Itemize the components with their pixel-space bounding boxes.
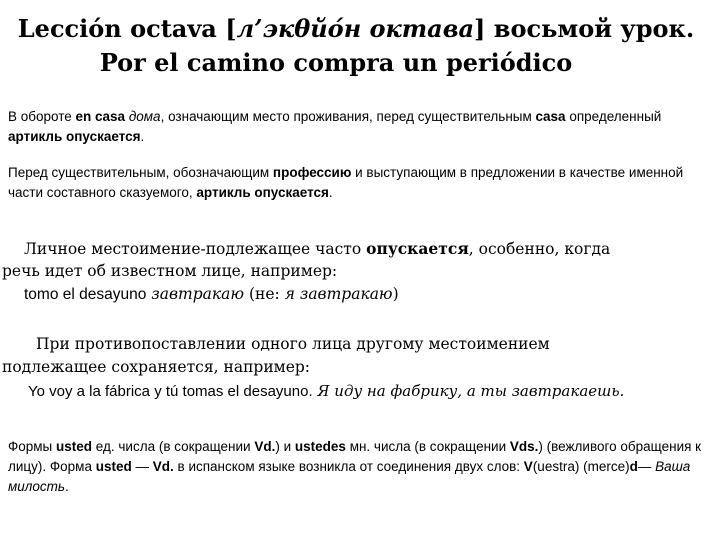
translation-doma: дома bbox=[128, 109, 161, 124]
abbr-vd: Vd. bbox=[254, 439, 276, 454]
term-ustedes: ustedes bbox=[294, 439, 346, 454]
translation-vasha-milost: Ваша милость bbox=[8, 459, 691, 494]
term-casa: casa bbox=[535, 109, 566, 124]
emphasis-omitted: опускается bbox=[366, 239, 469, 258]
example-spanish: tomo el desayuno bbox=[24, 286, 147, 303]
example-translation: Я иду на фабрику, а ты завтракаешь. bbox=[317, 382, 625, 400]
title-russian: восьмой урок. bbox=[493, 14, 695, 43]
paragraph-usted: Формы usted ед. числа (в сокращении Vd.) и ustedes мн. числа (в сокращении Vds.) (вежливого обращения к лицу). Форма usted — Vd. в испанском языке возникла от соединения двух слов: V(uestra) (merce)d— Ваша милость. bbox=[8, 439, 702, 494]
text-line: Личное местоимение-подлежащее часто опускается, особенно, когда bbox=[24, 239, 611, 258]
text-line: речь идет об известном лице, например: bbox=[2, 262, 338, 280]
example-spanish: Yo voy a la fábrica y tú tomas el desayuno. bbox=[28, 383, 313, 400]
example-translation: завтракаю bbox=[151, 285, 245, 303]
example-line: tomo el desayuno завтракаю (не: я завтракаю) bbox=[24, 285, 399, 303]
emphasis-profession: профессию bbox=[272, 165, 352, 180]
paragraph-profession: Перед существительным, обозначающим профессию и выступающим в предложении в качестве именной части составного сказуемого, артикль опускается. bbox=[8, 165, 684, 200]
example-wrong: я завтракаю bbox=[284, 285, 393, 303]
abbr-vd: Vd. bbox=[152, 459, 174, 474]
text-line: При противопоставлении одного лица другому местоимением bbox=[36, 335, 550, 353]
term-en-casa: en casa bbox=[75, 109, 126, 124]
title-transcription: л’экθйо́н октава bbox=[236, 14, 475, 43]
letter-v: V bbox=[523, 459, 533, 474]
emphasis-article-omitted: артикль опускается bbox=[8, 129, 141, 144]
slide-subtitle: Por el camino compra un periódico bbox=[99, 48, 573, 77]
letter-d: d bbox=[629, 459, 638, 474]
term-usted: usted bbox=[56, 439, 93, 454]
title-spanish: Lección octava bbox=[17, 14, 217, 43]
abbr-vds: Vds. bbox=[509, 439, 539, 454]
term-usted: usted bbox=[95, 459, 132, 474]
slide-title: Lección octava [л’экθйо́н октава] восьмой урок. bbox=[17, 14, 695, 43]
example-line bbox=[28, 380, 624, 403]
text-line: подлежащее сохраняется, например: bbox=[2, 358, 311, 376]
paragraph-en-casa: В обороте en casa дома, означающим место проживания, перед существительным casa определенный артикль опускается. bbox=[8, 109, 662, 144]
emphasis-article-omitted: артикль опускается bbox=[196, 185, 329, 200]
